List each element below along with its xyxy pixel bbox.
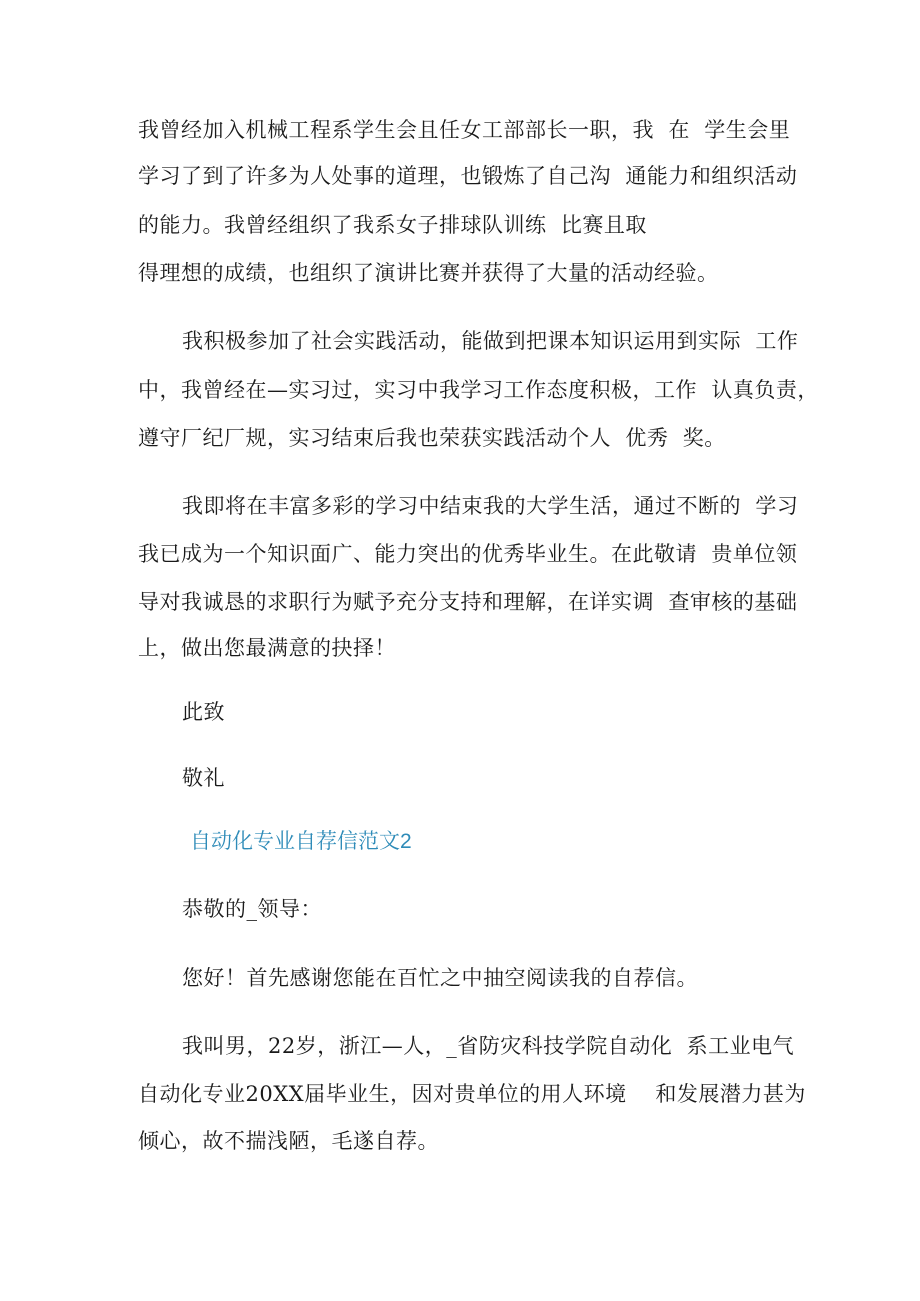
- paragraph-1-line-3: 的能力。我曾经组织了我系女子排球队训练 比赛且取: [138, 213, 647, 237]
- paragraph-3-line-4: 上，做出您最满意的抉择！: [138, 636, 396, 660]
- paragraph-1-line-1: 我曾经加入机械工程系学生会且任女工部部长一职，我 在 学生会里: [138, 118, 791, 142]
- paragraph-1-line-2: 学习了到了许多为人处事的道理，也锻炼了自己沟 通能力和组织活动: [138, 164, 798, 188]
- paragraph-4-line-1: 我叫男，22岁，浙江—人，_省防灾科技学院自动化 系工业电气: [182, 1034, 795, 1058]
- paragraph-2-line-3: 遵守厂纪厂规，实习结束后我也荣获实践活动个人 优秀 奖。: [138, 426, 726, 450]
- paragraph-3-line-1: 我即将在丰富多彩的学习中结束我的大学生活，通过不断的 学习: [182, 494, 799, 518]
- paragraph-2-line-1: 我积极参加了社会实践活动，能做到把课本知识运用到实际 工作: [182, 329, 799, 353]
- paragraph-3-line-3: 导对我诚恳的求职行为赋予充分支持和理解，在详实调 查审核的基础: [138, 590, 798, 614]
- paragraph-3-line-2: 我已成为一个知识面广、能力突出的优秀毕业生。在此敬请 贵单位领: [138, 542, 798, 566]
- paragraph-4-line-3: 倾心，故不揣浅陋，毛遂自荐。: [138, 1129, 439, 1153]
- section-heading: 自动化专业自荐信范文2: [190, 830, 412, 853]
- paragraph-1-line-4: 得理想的成绩，也组织了演讲比赛并获得了大量的活动经验。: [138, 261, 719, 285]
- salutation: 恭敬的_领导：: [182, 897, 322, 921]
- greeting: 您好！首先感谢您能在百忙之中抽空阅读我的自荐信。: [182, 966, 698, 990]
- paragraph-4-line-2: 自动化专业20XX届毕业生，因对贵单位的用人环境 和发展潜力甚为: [138, 1082, 806, 1106]
- closing-cizhi: 此致: [182, 700, 225, 724]
- paragraph-2-line-2: 中，我曾经在—实习过，实习中我学习工作态度积极，工作 认真负责，: [138, 378, 819, 402]
- closing-jingli: 敬礼: [182, 766, 225, 790]
